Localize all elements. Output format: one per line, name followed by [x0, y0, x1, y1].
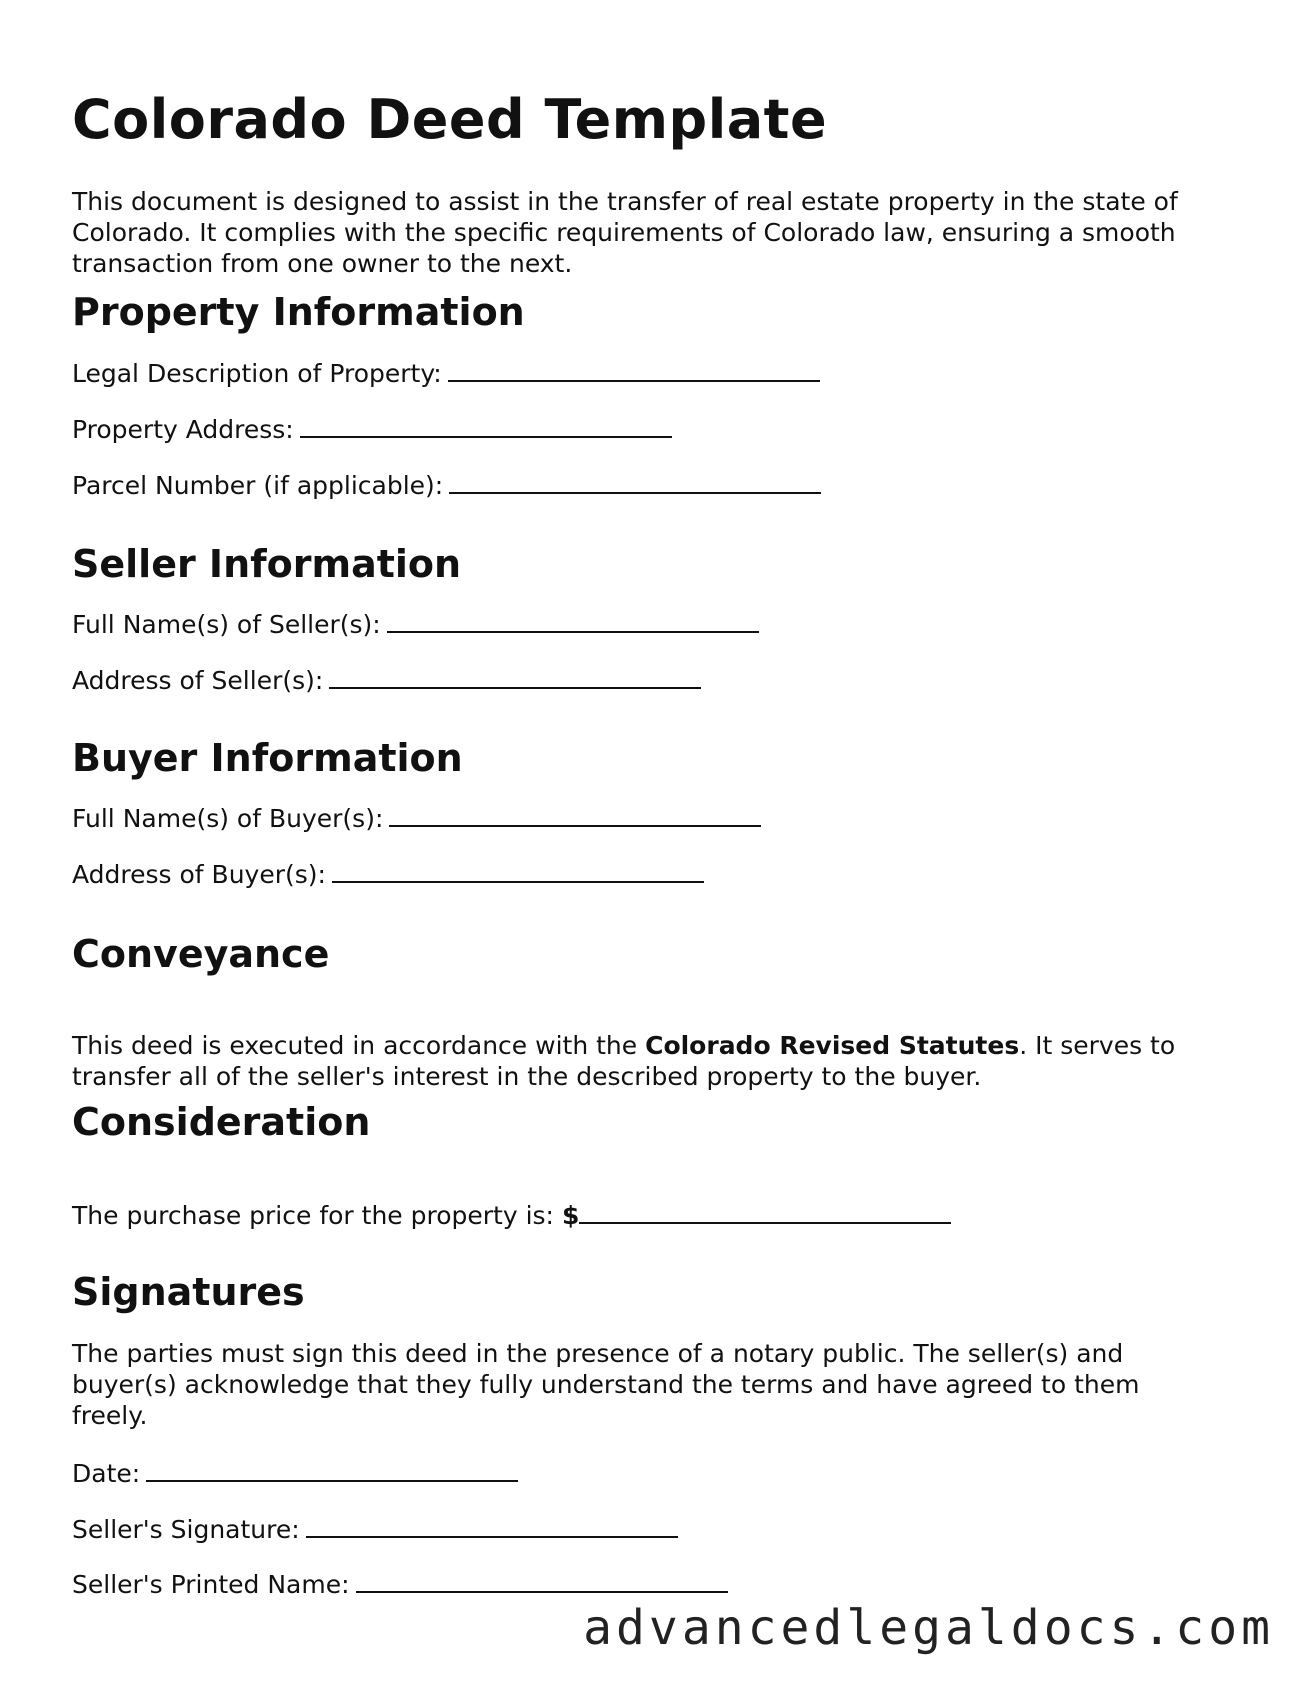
conveyance-paragraph: [72, 1030, 1222, 1092]
property-address-blank[interactable]: [300, 414, 672, 438]
parcel-number-blank[interactable]: [449, 470, 821, 494]
property-address-field: [72, 414, 672, 445]
date-label: Date:: [72, 1459, 141, 1488]
buyer-address-blank[interactable]: [332, 859, 704, 883]
consideration-heading: Consideration: [72, 1100, 371, 1144]
seller-signature-label: Seller's Signature:: [72, 1515, 300, 1544]
document-title: Colorado Deed Template: [72, 88, 828, 151]
legal-description-blank[interactable]: [448, 358, 820, 382]
purchase-price-blank[interactable]: [579, 1200, 951, 1224]
parcel-number-label: Parcel Number (if applicable):: [72, 471, 444, 500]
conveyance-heading: Conveyance: [72, 932, 330, 976]
buyer-names-blank[interactable]: [389, 803, 761, 827]
conveyance-text-before: This deed is executed in accordance with the: [72, 1031, 646, 1060]
seller-names-field: [72, 609, 759, 640]
seller-signature-blank[interactable]: [306, 1514, 678, 1538]
seller-heading: Seller Information: [72, 542, 462, 586]
seller-printed-name-field: [72, 1569, 728, 1600]
seller-printed-name-blank[interactable]: [356, 1569, 728, 1593]
buyer-heading: Buyer Information: [72, 736, 463, 780]
currency-symbol: $: [561, 1201, 580, 1230]
signatures-heading: Signatures: [72, 1270, 305, 1314]
seller-printed-name-label: Seller's Printed Name:: [72, 1570, 350, 1599]
buyer-names-field: [72, 803, 761, 834]
legal-description-label: Legal Description of Property:: [72, 359, 442, 388]
conveyance-text-after: . It serves to transfer all of the seller's interest in the described property to the buyer.: [72, 1031, 1176, 1091]
seller-names-blank[interactable]: [387, 609, 759, 633]
legal-description-field: [72, 358, 820, 389]
seller-signature-field: [72, 1514, 678, 1545]
statute-name: Colorado Revised Statutes: [645, 1031, 1020, 1060]
purchase-price-field: [72, 1200, 951, 1231]
watermark-text: advancedlegaldocs.com: [583, 1600, 1274, 1656]
seller-address-label: Address of Seller(s):: [72, 666, 324, 695]
buyer-address-label: Address of Buyer(s):: [72, 860, 326, 889]
buyer-address-field: [72, 859, 704, 890]
seller-address-field: [72, 665, 701, 696]
buyer-names-label: Full Name(s) of Buyer(s):: [72, 804, 384, 833]
seller-address-blank[interactable]: [329, 665, 701, 689]
parcel-number-field: [72, 470, 821, 501]
property-address-label: Property Address:: [72, 415, 294, 444]
purchase-price-label: The purchase price for the property is:: [72, 1201, 554, 1230]
date-field: [72, 1458, 518, 1489]
signatures-paragraph: The parties must sign this deed in the presence of a notary public. The seller(s) and buyer(s) acknowledge that they fully understand the terms and have agreed to them freely.: [72, 1339, 1140, 1430]
property-heading: Property Information: [72, 290, 525, 334]
seller-names-label: Full Name(s) of Seller(s):: [72, 610, 381, 639]
intro-paragraph: This document is designed to assist in the transfer of real estate property in the state of Colorado. It complies with the specific requirements of Colorado law, ensuring a smooth transaction from one owner to the next.: [72, 187, 1178, 278]
date-blank[interactable]: [146, 1458, 518, 1482]
